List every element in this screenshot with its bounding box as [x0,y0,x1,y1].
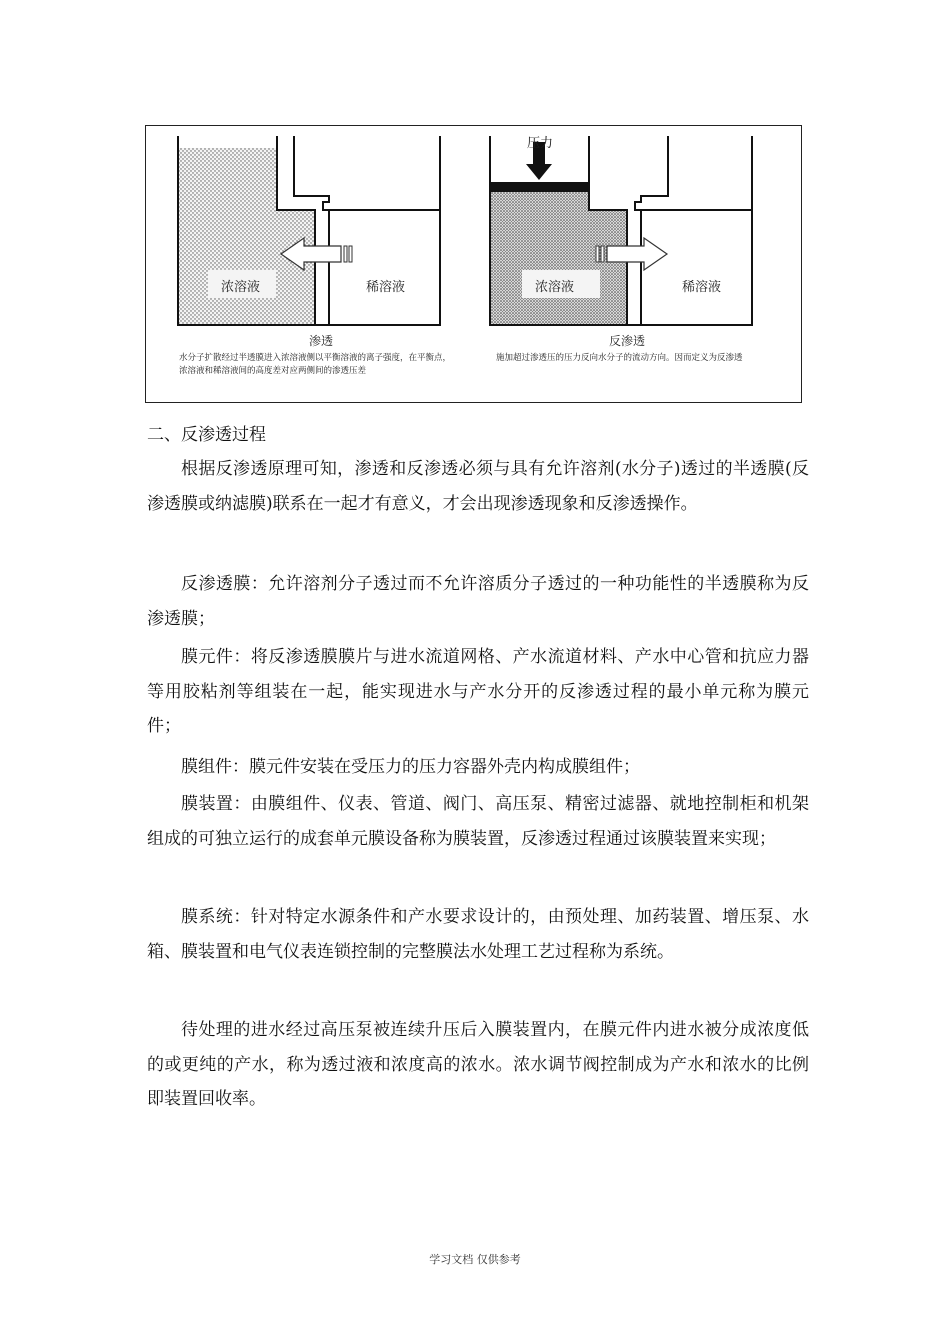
reverse-osmosis-title: 反渗透 [609,334,646,348]
paragraph-membrane-system: 膜系统：针对特定水源条件和产水要求设计的，由预处理、加药装置、增压泵、水箱、膜装置和电气仪表连锁控制的完整膜法水处理工艺过程称为系统。 [147,907,809,962]
dilute-label-left: 稀溶液 [366,280,406,295]
osmosis-figure [145,125,802,403]
reverse-osmosis-description: 施加超过渗透压的压力反向水分子的流动方向。因而定义为反渗透 [496,353,743,363]
paragraph-membrane-module: 膜组件：膜元件安装在受压力的压力容器外壳内构成膜组件； [181,757,640,777]
pressure-label: 压力 [527,136,554,151]
section-heading: 二、反渗透过程 [147,425,266,445]
osmosis-panel [178,136,440,325]
reverse-osmosis-panel [490,136,752,325]
piston [490,182,589,192]
osmosis-description: 水分子扩散经过半透膜进入浓溶液侧以平衡溶液的离子强度，在平衡点，浓溶液和稀溶液间的高度差对应两侧间的渗透压差 [179,353,452,376]
osmosis-title: 渗透 [309,334,334,348]
page-footer: 学习文档 仅供参考 [429,1253,521,1266]
concentrated-label-left: 浓溶液 [221,280,261,295]
paragraph-principle: 根据反渗透原理可知，渗透和反渗透必须与具有允许溶剂(水分子)透过的半透膜(反渗透膜或纳滤膜)联系在一起才有意义，才会出现渗透现象和反渗透操作。 [147,459,809,514]
paragraph-process: 待处理的进水经过高压泵被连续升压后入膜装置内，在膜元件内进水被分成浓度低的或更纯的产水，称为透过液和浓度高的浓水。浓水调节阀控制成为产水和浓水的比例即装置回收率。 [147,1020,809,1110]
dilute-label-right: 稀溶液 [682,280,722,295]
paragraph-ro-membrane: 反渗透膜：允许溶剂分子透过而不允许溶质分子透过的一种功能性的半透膜称为反渗透膜； [147,574,809,629]
paragraph-membrane-element: 膜元件：将反渗透膜膜片与进水流道网格、产水流道材料、产水中心管和抗应力器等用胶粘剂等组装在一起，能实现进水与产水分开的反渗透过程的最小单元称为膜元件； [147,647,809,737]
paragraph-membrane-device: 膜装置：由膜组件、仪表、管道、阀门、高压泵、精密过滤器、就地控制柜和机架组成的可独立运行的成套单元膜设备称为膜装置，反渗透过程通过该膜装置来实现； [147,794,809,849]
concentrated-label-right: 浓溶液 [535,280,575,295]
